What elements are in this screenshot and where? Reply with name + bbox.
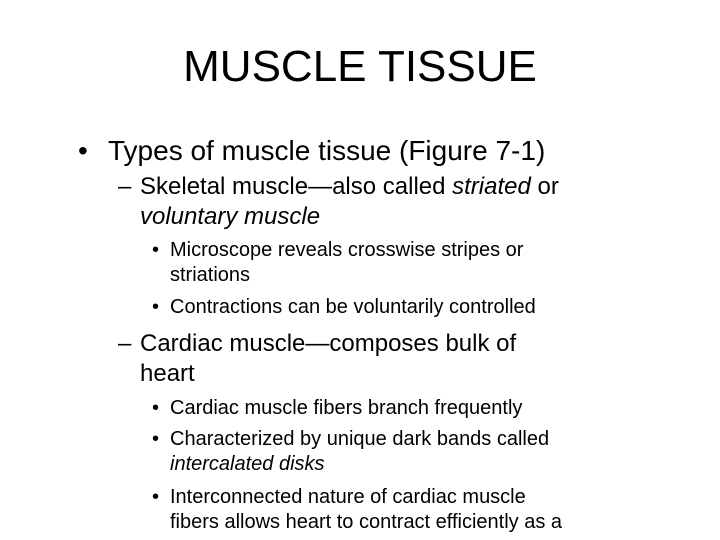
point-text-line2: striations: [170, 264, 251, 286]
bullet-marker: •: [152, 296, 160, 318]
bullet-marker: •: [152, 428, 160, 450]
point-text-line1: Contractions can be voluntarily controlled: [170, 296, 536, 318]
skeletal-text-or: or: [530, 173, 559, 200]
skeletal-text-voluntary: voluntary muscle: [140, 203, 321, 230]
point-text-line1: Characterized by unique dark bands called: [170, 428, 550, 450]
subbullet-text-line1: Cardiac muscle—composes bulk of: [140, 330, 517, 357]
skeletal-text-striated: striated: [452, 173, 531, 200]
point-text-intercalated: intercalated disks: [170, 453, 325, 475]
bullet-marker: •: [152, 397, 160, 419]
bullet-text: Types of muscle tissue (Figure 7-1): [108, 135, 546, 166]
bullet-marker: •: [152, 486, 160, 508]
subbullet-text: [140, 173, 559, 201]
slide-title: MUSCLE TISSUE: [183, 42, 537, 91]
bullet-marker: •: [152, 239, 160, 261]
bullet-marker: •: [78, 135, 88, 166]
point-text-line1: Interconnected nature of cardiac muscle: [170, 486, 526, 508]
dash-marker: –: [118, 330, 132, 357]
point-text-line2: fibers allows heart to contract efficiently as a: [170, 511, 563, 533]
dash-marker: –: [118, 173, 132, 200]
point-text-line1: Cardiac muscle fibers branch frequently: [170, 397, 523, 419]
subbullet-text-line2: heart: [140, 360, 195, 387]
skeletal-text-start: Skeletal muscle—also called: [140, 173, 453, 200]
point-text-line1: Microscope reveals crosswise stripes or: [170, 239, 524, 261]
